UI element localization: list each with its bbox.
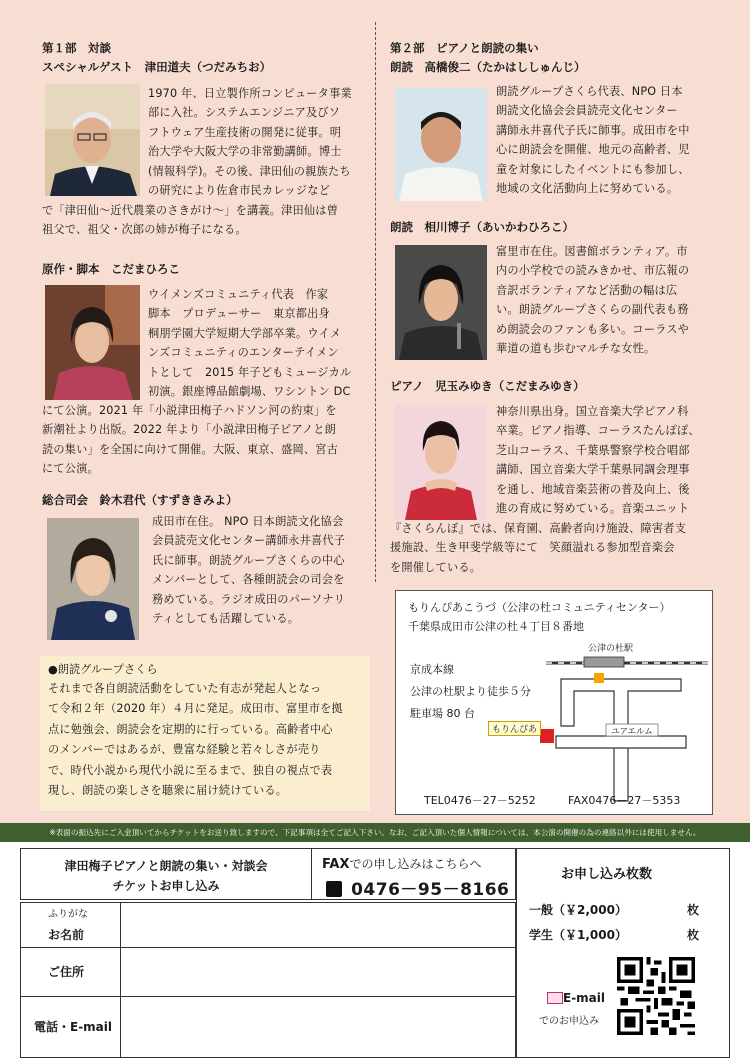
station-marker xyxy=(594,673,604,683)
name-label: お名前 xyxy=(48,928,85,942)
reader2-bio-line: 音訳ボランティアなど活動の幅は広 xyxy=(496,283,678,297)
reader1-bio-line: 朗読文化協会会員読売文化センター xyxy=(496,104,678,118)
fax-label: での申し込みはこちらへ xyxy=(349,857,482,871)
guest-bio-line: 治大学や大阪大学の非常勤講師。博士 xyxy=(148,145,342,159)
sakura-line: 現し、朗読の楽しさを聴衆に届け続けている。 xyxy=(48,784,288,798)
reader2-bio-line: 華道の道も歩むマルチな女性。 xyxy=(496,342,656,356)
phone-input[interactable] xyxy=(120,996,516,1058)
pianist-heading: ピアノ 児玉みゆき（こだまみゆき） xyxy=(390,379,585,393)
writer-bio-line: 脚本 プロデューサー 東京都出身 xyxy=(148,307,330,321)
address-label: ご住所 xyxy=(48,965,85,979)
form-title-box xyxy=(20,848,312,900)
mc-bio-line: 会員読売文化センター講師永井喜代子 xyxy=(152,534,346,548)
phone-label: 電話・E-mail xyxy=(34,1020,113,1034)
qr-code-icon[interactable] xyxy=(617,957,695,1035)
fax-number: 0476－95－8166 xyxy=(351,880,510,900)
venue-fax: FAX0476－27－5353 xyxy=(568,794,681,807)
reader2-bio-line: 内の小学校での読みきかせ、市広報の xyxy=(496,264,690,278)
sakura-line: で、時代小説から現代小説に至るまで、独自の視点で表 xyxy=(48,763,333,777)
reader2-bio-line: 富里市在住。図書館ボランティア。市 xyxy=(496,245,688,258)
pianist-bio-line: 芝山コーラス、千葉県警察学校合唱部 xyxy=(496,443,690,457)
pianist-bio-line: 進の育成に努めている。音楽ユニット xyxy=(496,502,690,516)
mc-bio-line: メンバーとして、各種朗読会の司会を xyxy=(152,573,345,587)
form-title: 津田梅子ピアノと朗読の集い・対談会 xyxy=(64,859,268,873)
venue-name: もりんぴあこうづ（公津の杜コミュニティセンター） xyxy=(408,601,671,614)
guest-bio-line: フトウェア生産技術の開発に従事。明 xyxy=(148,125,342,139)
email-label: E-mail xyxy=(563,991,606,1005)
guest-bio-line: 1970 年、日立製作所コンピュータ事業 xyxy=(148,87,352,100)
pianist-photo xyxy=(395,405,487,520)
reader1-bio-line: 地域の文化活動向上に努めている。 xyxy=(496,182,679,196)
pianist-bio-line: 援施設、生き甲斐学級等にて 笑顔溢れる参加型音楽会 xyxy=(390,541,675,555)
station-icon xyxy=(584,657,624,667)
guest-bio-line: で「津田仙～近代農業のさきがけ～」を講義。津田仙は曽 xyxy=(42,204,339,217)
walking-info: 公津の杜駅より徒歩５分 xyxy=(410,685,531,698)
railway-label: 京成本線 xyxy=(410,663,454,676)
writer-bio-line: 桐朋学園大学短期大学部卒業。ウイメ xyxy=(148,326,342,340)
venue-map xyxy=(395,590,713,815)
writer-bio-line: 読の集い」を全国に向けて開催。大阪、東京、盛岡、宮古 xyxy=(42,442,339,456)
sakura-line: て令和２年（2020 年）４月に発足。成田市、富里市を拠 xyxy=(48,702,343,716)
column-divider xyxy=(375,22,376,582)
pianist-bio-line: 神奈川県出身。国立音楽大学ピアノ科 xyxy=(496,405,689,418)
sakura-line: のメンバーではあるが、豊富な経験と若々しさが売り xyxy=(48,743,321,757)
pianist-bio-line: を通し、地域音楽芸術の普及向上、後 xyxy=(496,482,690,496)
guest-photo xyxy=(45,84,140,196)
venue-address: 千葉県成田市公津の杜４丁目８番地 xyxy=(408,620,584,633)
general-ticket-label: 一般（￥2,000） xyxy=(529,903,627,917)
store-label: ユアエルム xyxy=(611,727,653,737)
writer-bio-line: トとして 2015 年子どもミュージカル xyxy=(148,365,352,379)
guest-bio-line: の研究により佐倉市民カレッジなど xyxy=(148,184,331,198)
guest-bio-line: (情報科学)。その後、津田仙の親族たち xyxy=(148,164,351,178)
count-title: お申し込み枚数 xyxy=(561,867,653,882)
guest-heading: スペシャルゲスト 津田道夫（つだみちお） xyxy=(42,60,272,74)
student-unit: 枚 xyxy=(687,928,700,942)
furigana-label: ふりがな xyxy=(48,909,88,920)
part2-title: 第２部 ピアノと朗読の集い xyxy=(390,41,539,55)
pianist-bio-line: 講師、国立音楽大学千葉県同調会理事 xyxy=(496,463,690,477)
venue-tel: TEL0476－27－5252 xyxy=(424,794,536,807)
writer-bio-line: にて公演。 xyxy=(42,462,99,476)
pianist-bio-line: を開催している。 xyxy=(390,560,482,574)
writer-bio-line: 新潮社より出版。2022 年より「小説津田梅子ピアノと朗 xyxy=(42,423,337,437)
reader1-bio-line: 朗読グループさくら代表、NPO 日本 xyxy=(496,85,683,98)
sakura-group-box xyxy=(40,656,370,811)
pianist-bio-line: 『さくらんぼ』では、保育園、高齢者向け施設、障害者支 xyxy=(390,522,687,535)
mc-bio-line: 成田市在住。 NPO 日本朗読文化協会 xyxy=(152,515,344,528)
reader2-heading: 朗読 相川博子（あいかわひろこ） xyxy=(390,220,574,234)
guest-bio-line: 部に入社。システムエンジニア及びソ xyxy=(148,106,341,120)
writer-bio-line: にて公演。2021 年「小説津田梅子ハドソン河の約束」を xyxy=(42,404,337,417)
reader1-bio-line: 童を対象にしたイベントにも参加し、 xyxy=(496,162,690,176)
reader2-photo xyxy=(395,245,487,360)
form-subtitle: チケットお申し込み xyxy=(112,879,220,893)
privacy-notice: ※表面の振込先にご入金頂いてからチケットをお送り致しますので、下記事項は全てご記入下さい。なお、ご記入頂いた個人情報については、本公演の開催の為の連絡以外には使用しません。 xyxy=(0,823,750,842)
reader2-bio-line: い。朗読グループさくらの副代表も務 xyxy=(496,303,689,317)
address-input[interactable] xyxy=(120,947,516,997)
writer-photo xyxy=(45,285,140,400)
fax-box xyxy=(311,848,516,900)
venue-marker xyxy=(540,729,554,743)
reader2-bio-line: め朗読会のファンも多い。コーラスや xyxy=(496,322,690,336)
reader1-photo xyxy=(395,88,487,201)
general-unit: 枚 xyxy=(687,903,700,917)
road xyxy=(556,736,686,748)
reader1-bio-line: 講師永井喜代子氏に師事。成田市を中 xyxy=(496,123,690,137)
sakura-line: 点に勉強会、朗読会を定期的に行っている。高齢者中心 xyxy=(48,722,333,736)
mail-icon xyxy=(547,992,563,1004)
mc-heading: 総合司会 鈴木君代（すずききみよ） xyxy=(42,493,238,507)
writer-heading: 原作・脚本 こだまひろこ xyxy=(42,262,180,276)
parking-info: 駐車場 80 台 xyxy=(410,707,475,720)
mc-bio-line: ティとしても活躍している。 xyxy=(152,612,300,626)
fax-prefix: FAX xyxy=(322,857,350,872)
guest-bio-line: 祖父で、祖父・次郎の姉が梅子になる。 xyxy=(42,223,247,237)
name-input[interactable] xyxy=(120,902,516,948)
order-form xyxy=(0,842,750,1061)
reader1-heading: 朗読 高橋俊二（たかはししゅんじ） xyxy=(390,60,586,74)
mc-photo xyxy=(47,518,139,640)
reader1-bio-line: 心に朗読会を開催、地元の高齢者、児 xyxy=(496,143,690,157)
ticket-count-box xyxy=(516,848,730,1058)
venue-map-label: もりんぴあ xyxy=(488,721,541,736)
email-sublabel: でのお申込み xyxy=(539,1016,599,1027)
mc-bio-line: 氏に師事。朗読グループさくらの中心 xyxy=(152,553,345,567)
pianist-bio-line: 卒業。ピアノ指導、コーラスたんぽぽ、 xyxy=(496,424,700,438)
fax-icon xyxy=(326,881,342,897)
sakura-line: それまで各自朗読活動をしていた有志が発起人となっ xyxy=(48,682,322,695)
writer-bio-line: 初演。銀座博品館劇場、ワシントン DC xyxy=(148,385,351,399)
student-ticket-label: 学生（￥1,000） xyxy=(529,928,627,942)
sakura-heading: ●朗読グループさくら xyxy=(48,663,158,676)
part1-title: 第１部 対談 xyxy=(42,41,111,55)
writer-bio-line: ウイメンズコミュニティ代表 作家 xyxy=(148,288,329,301)
mc-bio-line: 務めている。ラジオ成田のパーソナリ xyxy=(152,592,346,606)
station-label: 公津の杜駅 xyxy=(588,644,634,654)
writer-bio-line: ンズコミュニティのエンターテイメン xyxy=(148,346,339,360)
